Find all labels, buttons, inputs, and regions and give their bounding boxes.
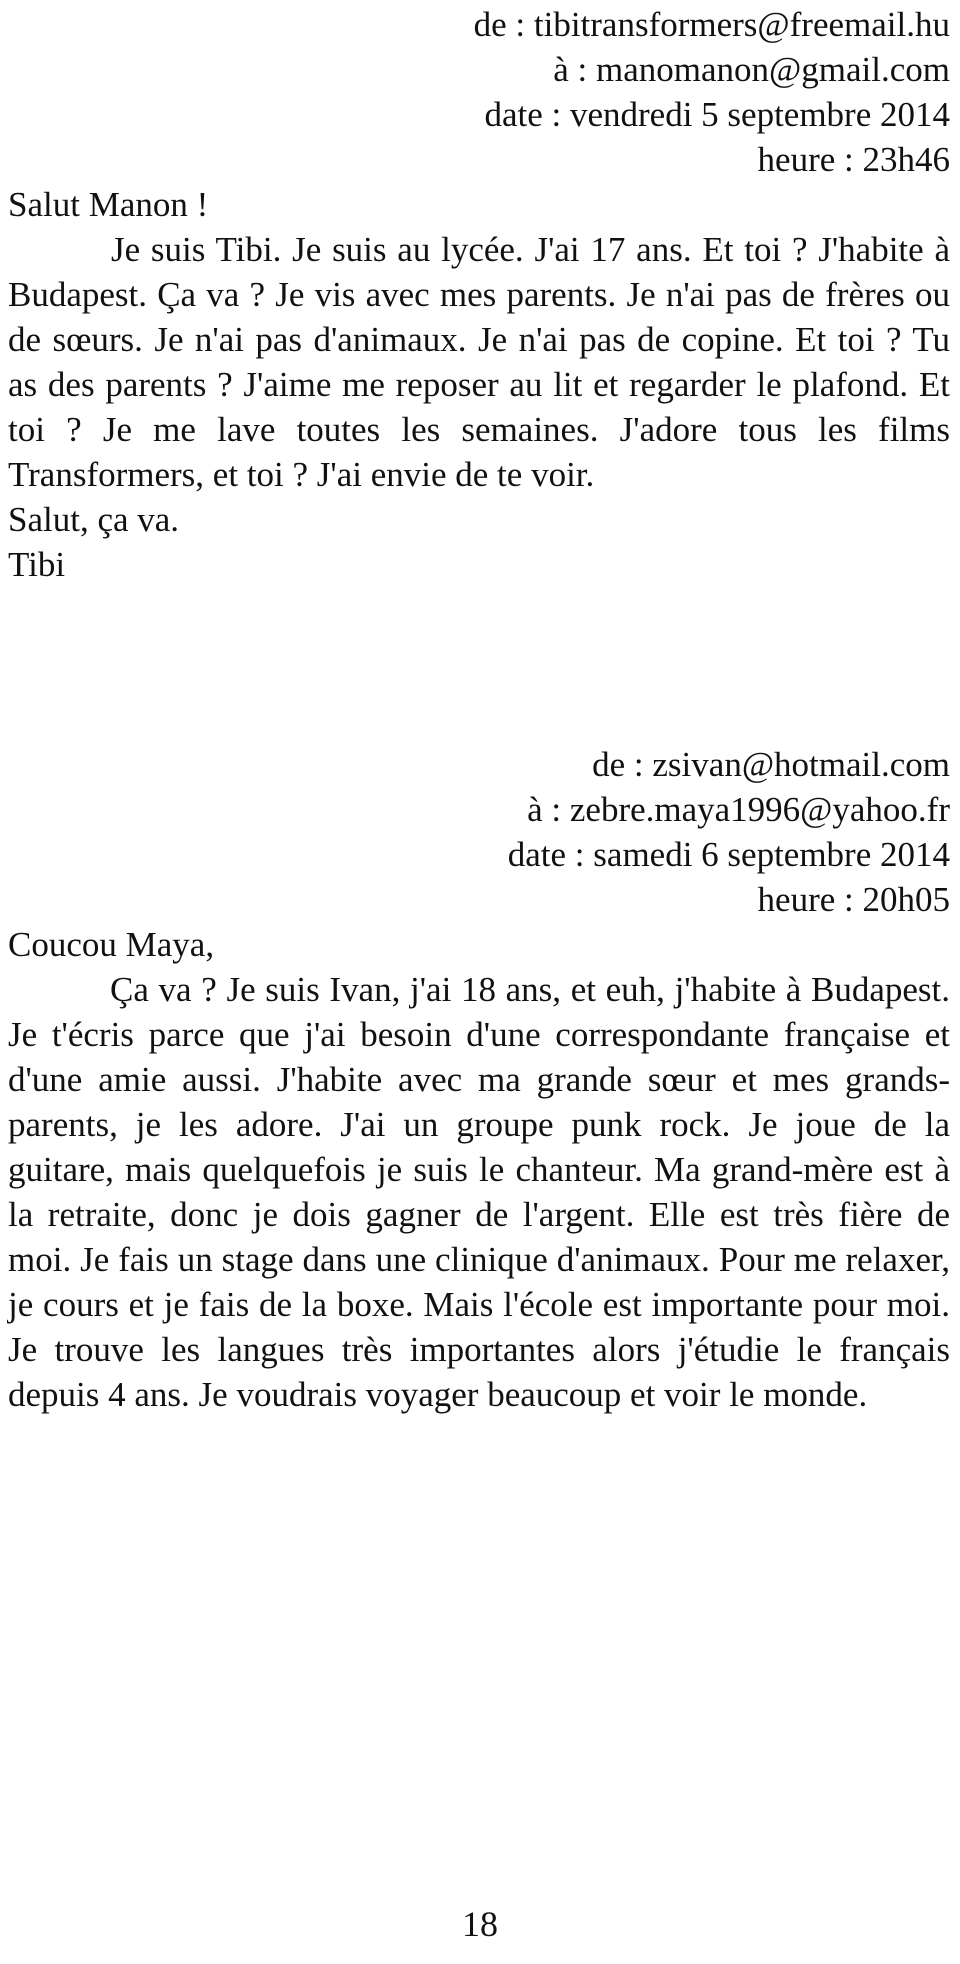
email-date: date : samedi 6 septembre 2014 bbox=[507, 835, 950, 874]
email-time: heure : 23h46 bbox=[757, 140, 950, 179]
email-from: de : tibitransformers@freemail.hu bbox=[473, 5, 950, 44]
email-body bbox=[8, 967, 950, 1417]
email-to: à : manomanon@gmail.com bbox=[553, 50, 950, 89]
email-greeting: Salut Manon ! bbox=[8, 185, 209, 224]
email-from: de : zsivan@hotmail.com bbox=[592, 745, 950, 784]
email-date: date : vendredi 5 septembre 2014 bbox=[484, 95, 950, 134]
email-closing: Salut, ça va. bbox=[8, 500, 180, 539]
email-to: à : zebre.maya1996@yahoo.fr bbox=[527, 790, 950, 829]
email-body bbox=[8, 227, 950, 497]
email-message-1 bbox=[8, 2, 950, 587]
email-message-2 bbox=[8, 742, 950, 1417]
email-body-text: Je suis Tibi. Je suis au lycée. J'ai 17 ans. Et toi ? J'habite à Budapest. Ça va ? Je vis avec mes parents. Je n'ai pas de frères ou de sœurs. Je n'ai pas d'animaux. Je n'ai pas de copine. Et toi ? Tu as des parents ? J'aime me reposer au lit et regarder le plafond. Et toi ? Je me lave toutes les semaines. J'adore tous les films Transformers, et toi ? J'ai envie de te voir. bbox=[8, 230, 950, 494]
email-time: heure : 20h05 bbox=[757, 880, 950, 919]
page-number: 18 bbox=[462, 1904, 498, 1944]
email-greeting: Coucou Maya, bbox=[8, 925, 215, 964]
email-body-text: Ça va ? Je suis Ivan, j'ai 18 ans, et euh, j'habite à Budapest. Je t'écris parce que j'ai besoin d'une correspondante française et d'une amie aussi. J'habite avec ma grande sœur et mes grands-parents, je les adore. J'ai un groupe punk rock. Je joue de la guitare, mais quelquefois je suis le chanteur. Ma grand-mère est à la retraite, donc je dois gagner de l'argent. Elle est très fière de moi. Je fais un stage dans une clinique d'animaux. Pour me relaxer, je cours et je fais de la boxe. Mais l'école est importante pour moi. Je trouve les langues très importantes alors j'étudie le français depuis 4 ans. Je voudrais voyager beaucoup et voir le monde. bbox=[8, 970, 950, 1414]
email-signature: Tibi bbox=[8, 545, 66, 584]
